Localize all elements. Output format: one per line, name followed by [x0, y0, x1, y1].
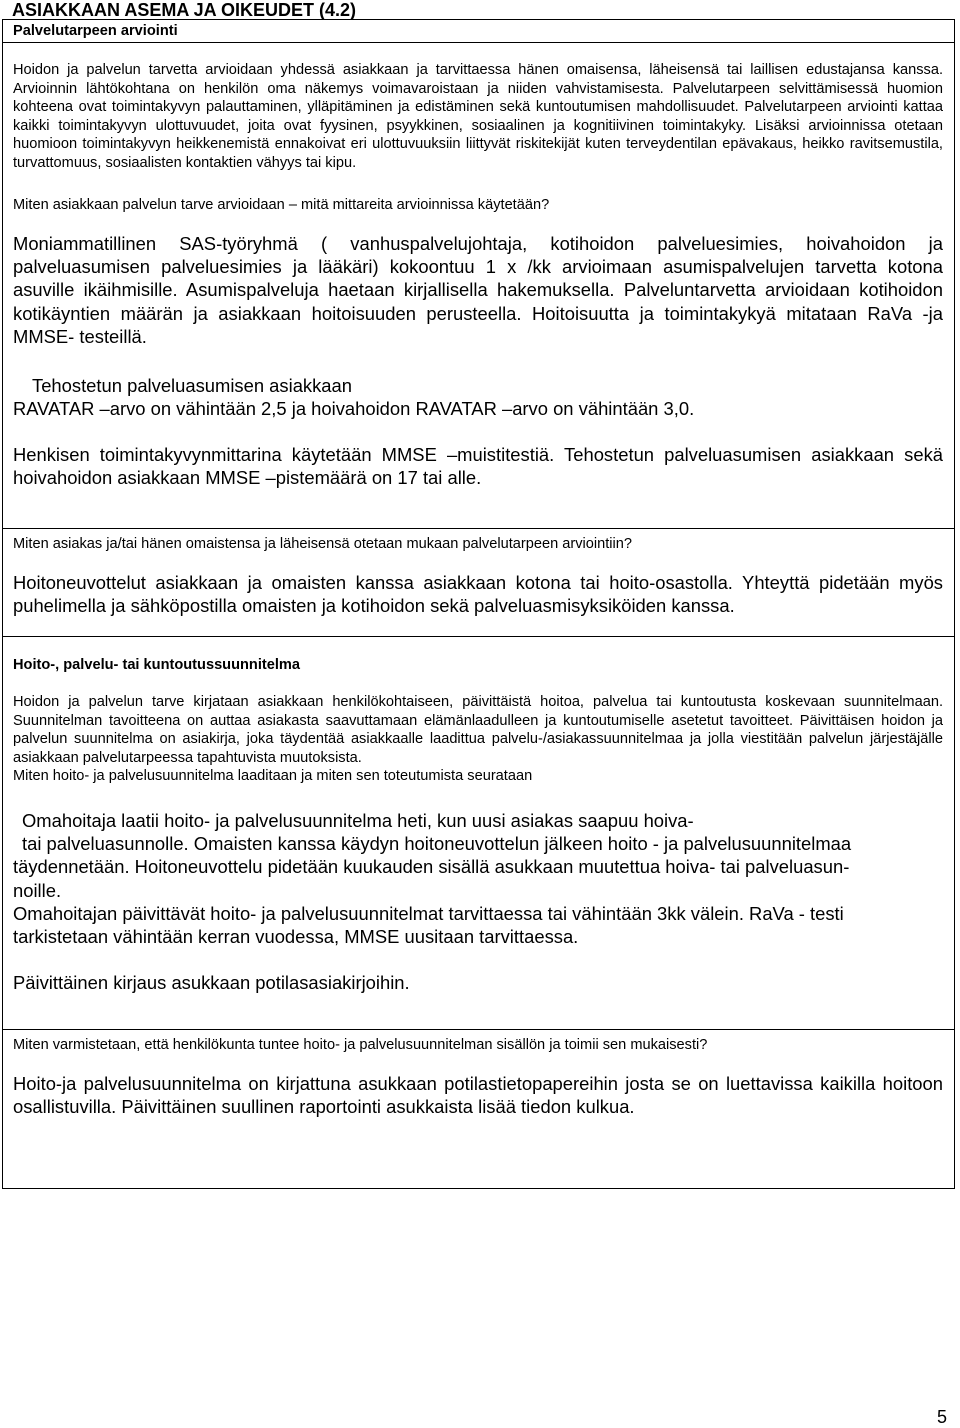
divider — [3, 42, 954, 43]
answer-line: tarkistetaan vähintään kerran vuodessa, MMSE uusitaan tarvittaessa. — [13, 926, 579, 948]
answer-mmse — [13, 443, 943, 489]
paragraph: Moniammatillinen SAS-työryhmä ( vanhuspalvelujohtaja, kotihoidon palveluesimies, hoivahoidon ja palveluasumisen palveluesimies ja lääkäri) kokoontuu 1 x /kk arvioimaan asumispalvelujen tarvetta kotona asuville ikäihmisille. Asumispalveluja haetaan kirjallisella hakemuksella. Palveluntarvetta arvioidaan kotihoidon kotikäyntien määrän ja asiakkaan hoitoisuuden perusteella. Hoitoisuutta ja toimintakykyä mitataan RaVa -ja MMSE- testeillä. — [13, 233, 943, 347]
answer-daily-recording: Päivittäinen kirjaus asukkaan potilasasiakirjoihin. — [13, 972, 410, 993]
question-care-plan-creation: Miten hoito- ja palvelusuunnitelma laaditaan ja miten sen toteutumista seurataan — [13, 768, 533, 784]
paragraph: Hoidon ja palvelun tarvetta arvioidaan yhdessä asiakkaan ja tarvittaessa hänen omaisensa, läheisensä tai laillisen edustajansa kanssa. Arvioinnin lähtökohtana on henkilön oma näkemys voimavaroistaan ja niiden vahvistamisesta. Palvelutarpeen selvittämisessä huomion kohteena ovat toimintakyvyn palauttaminen, ylläpitäminen ja edistäminen sekä kuntoutumisen mahdollisuudet. Palvelutarpeen arviointi kattaa kaikki toimintakyvyn ulottuvuudet, joita ovat fyysinen, psyykkinen, sosiaalinen ja kognitiivinen toimintakyky. Lisäksi arvioinnissa otetaan huomioon toimintakyvyn heikkenemistä ennakoivat eri ulottuvuuksiin liittyvät riskitekijät kuten terveydentilan epävakaus, heikko ravitsemustila, turvattomuus, sosiaalisten kontaktien vähyys tai kipu. — [13, 62, 943, 171]
paragraph: Hoidon ja palvelun tarve kirjataan asiakkaan henkilökohtaiseen, päivittäistä hoitoa, palvelua tai kuntoutusta koskevaan suunnitelmaan. Suunnitelman tavoitteena on auttaa asiakasta saavuttamaan elämänlaadulleen ja kuntoutumiselle asetetut tavoitteet. Päivittäisen hoidon ja palvelun suunnitelma on asiakirja, joka täydentää asiakkaalle laadittua palvelu-/asiakassuunnitelmaa ja jolla viestitään palvelun järjestäjälle asiakkaan palvelutarpeessa tapahtuvista muutoksista. — [13, 694, 943, 766]
divider — [3, 528, 954, 529]
question-staff-awareness: Miten varmistetaan, että henkilökunta tuntee hoito- ja palvelusuunnitelman sisällön ja toimii sen mukaisesti? — [13, 1037, 708, 1053]
answer-line: noille. — [13, 879, 62, 901]
answer-care-plan-creation — [13, 809, 943, 948]
paragraph: Hoito-ja palvelusuunnitelma on kirjattuna asukkaan potilastietopapereihin josta se on luettavissa kaikilla hoitoon osallistuvilla. Päivittäinen suullinen raportointi asukkaista lisää tiedon kulkua. — [13, 1073, 943, 1118]
question-family-involvement: Miten asiakas ja/tai hänen omaistensa ja läheisensä otetaan mukaan palvelutarpeen arviointiin? — [13, 536, 633, 552]
answer-assessment-tools — [13, 232, 943, 348]
paragraph: Henkisen toimintakyvynmittarina käytetään MMSE –muistitestiä. Tehostetun palveluasumisen asiakkaan sekä hoivahoidon asiakkaan MMSE –pistemäärä on 17 tai alle. — [13, 444, 943, 489]
section-heading-care-plan: Hoito-, palvelu- tai kuntoutussuunnitelma — [13, 657, 301, 673]
page-number: 5 — [937, 1407, 948, 1427]
paragraph: Hoitoneuvottelut asiakkaan ja omaisten kanssa asiakkaan kotona tai hoito-osastolla. Yhteyttä pidetään myös puhelimella ja sähköpostilla omaisten ja kotihoidon sekä palveluasmisyksiköiden kanssa. — [13, 572, 943, 617]
answer-line: Omahoitaja laatii hoito- ja palvelusuunnitelma heti, kun uusi asiakas saapuu hoiva- — [22, 810, 694, 831]
answer-staff-awareness — [13, 1072, 943, 1118]
section-heading-assessment: Palvelutarpeen arviointi — [13, 23, 178, 39]
divider — [3, 1029, 954, 1030]
answer-line: RAVATAR –arvo on vähintään 2,5 ja hoivahoidon RAVATAR –arvo on vähintään 3,0. — [13, 398, 695, 419]
answer-line: täydennetään. Hoitoneuvottelu pidetään kuukauden sisällä asukkaan muutettua hoiva- tai palveluasun- — [13, 856, 850, 878]
answer-family-involvement — [13, 571, 943, 617]
form-table — [2, 19, 955, 1189]
question-assessment-tools: Miten asiakkaan palvelun tarve arvioidaan – mitä mittareita arvioinnissa käytetään? — [13, 197, 550, 213]
section-title: ASIAKKAAN ASEMA JA OIKEUDET (4.2) — [12, 0, 357, 20]
answer-line: Omahoitajan päivittävät hoito- ja palvelusuunnitelmat tarvittaessa tai vähintään 3kk välein. RaVa - testi — [13, 902, 844, 924]
care-plan-intro — [13, 693, 943, 767]
assessment-intro — [13, 61, 943, 172]
answer-line: tai palveluasunnolle. Omaisten kanssa käydyn hoitoneuvottelun jälkeen hoito - ja palvelusuunnitelmaa — [22, 833, 852, 855]
answer-line: Tehostetun palveluasumisen asiakkaan — [32, 375, 352, 396]
divider — [3, 636, 954, 637]
